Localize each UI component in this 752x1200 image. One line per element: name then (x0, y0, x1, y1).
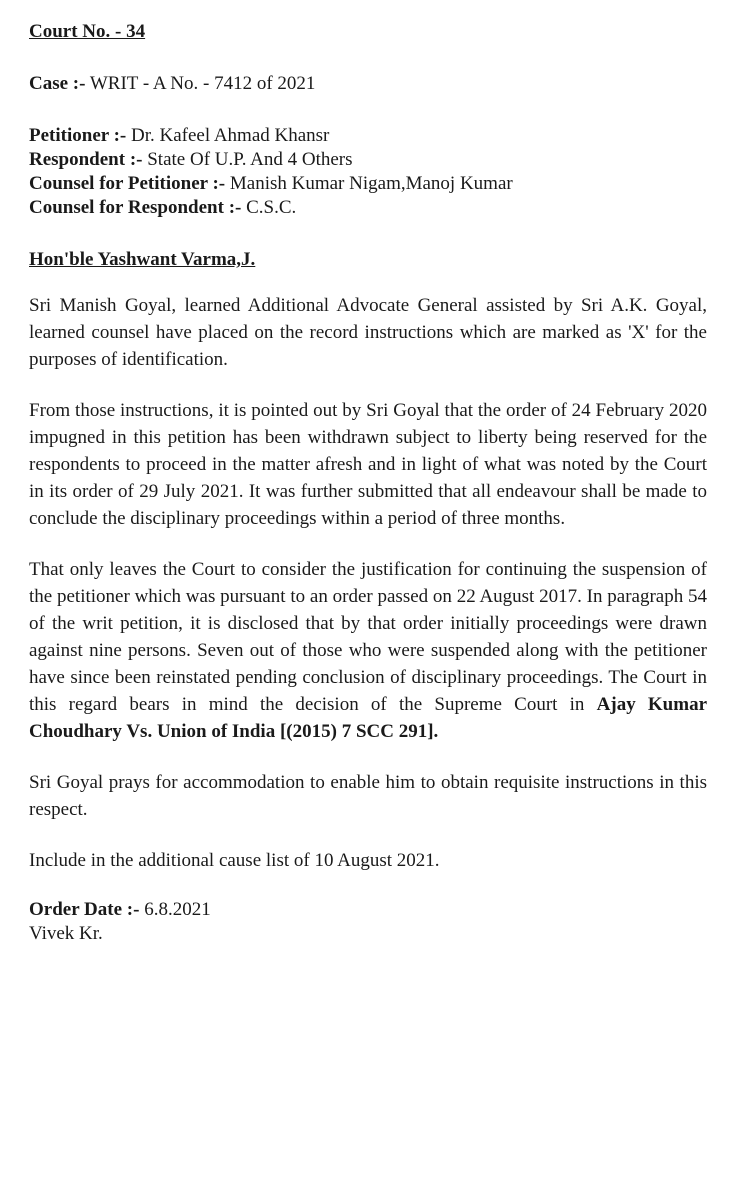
paragraph-accommodation: Sri Goyal prays for accommodation to enable him to obtain requisite instructions in this respect. (29, 772, 707, 820)
paragraph-suspension-text: That only leaves the Court to consider the justification for continuing the suspension of the petitioner which was pursuant to an order passed on 22 August 2017. In paragraph 54 of the writ petition, it is disclosed that by that order initially proceedings were drawn against nine persons. Seven out of those who were suspended along with the petitioner have since been reinstated pending conclusion of disciplinary proceedings. The Court in this regard bears in mind the decision of the Supreme Court in (29, 559, 707, 715)
signatory: Vivek Kr. (29, 923, 103, 944)
paragraph-suspension (29, 556, 707, 745)
paragraph-withdrawal: From those instructions, it is pointed out by Sri Goyal that the order of 24 February 2020 impugned in this petition has been withdrawn subject to liberty being reserved for the respondents to proceed in the matter afresh and in light of what was noted by the Court in its order of 29 July 2021. It was further submitted that all endeavour shall be made to conclude the disciplinary proceedings within a period of three months. (29, 400, 707, 529)
counsel-respondent-label: Counsel for Respondent :- (29, 197, 242, 218)
order-date-value: 6.8.2021 (144, 899, 211, 920)
counsel-respondent-line (29, 196, 709, 220)
respondent-name: State Of U.P. And 4 Others (147, 149, 353, 170)
judge-name: Hon'ble Yashwant Varma,J. (29, 249, 256, 270)
court-number-text: Court No. - 34 (29, 21, 146, 42)
paragraph-instructions: Sri Manish Goyal, learned Additional Advocate General assisted by Sri A.K. Goyal, learned counsel have placed on the record instructions which are marked as 'X' for the purposes of identification. (29, 295, 707, 370)
case-citation: Ajay Kumar Choudhary Vs. Union of India [(2015) 7 SCC 291]. (29, 694, 708, 742)
counsel-petitioner-label: Counsel for Petitioner :- (29, 173, 226, 194)
case-line (29, 72, 709, 96)
judge-heading (29, 248, 709, 272)
order-date-line (29, 898, 709, 922)
court-number (29, 20, 709, 44)
order-date-label: Order Date :- (29, 899, 140, 920)
petitioner-label: Petitioner :- (29, 125, 127, 146)
petitioner-line (29, 124, 709, 148)
order-document (29, 20, 709, 946)
case-label: Case :- (29, 73, 86, 94)
respondent-label: Respondent :- (29, 149, 143, 170)
counsel-petitioner-line (29, 172, 709, 196)
counsel-respondent-names: C.S.C. (246, 197, 297, 218)
petitioner-name: Dr. Kafeel Ahmad Khansr (131, 125, 330, 146)
counsel-petitioner-names: Manish Kumar Nigam,Manoj Kumar (229, 173, 513, 194)
parties-block (29, 124, 709, 220)
order-footer (29, 898, 709, 946)
case-number: WRIT - A No. - 7412 of 2021 (89, 73, 316, 94)
respondent-line (29, 148, 709, 172)
paragraph-cause-list: Include in the additional cause list of 10 August 2021. (29, 850, 440, 871)
